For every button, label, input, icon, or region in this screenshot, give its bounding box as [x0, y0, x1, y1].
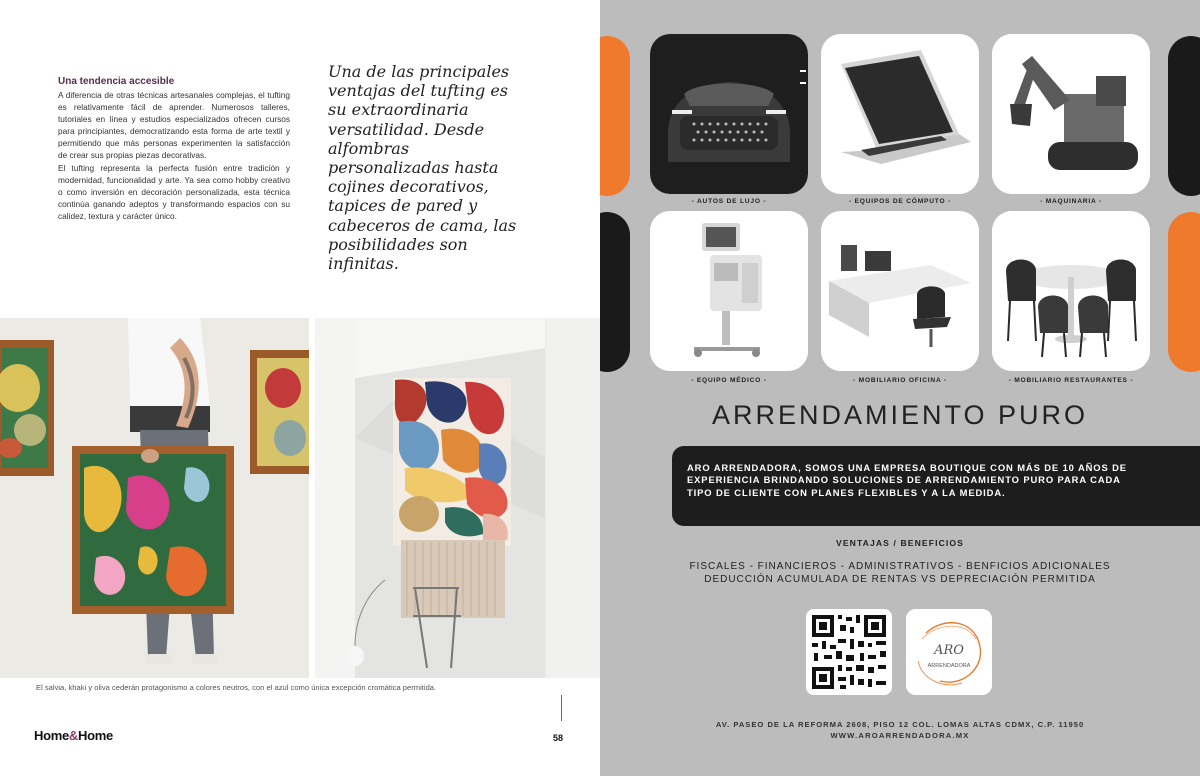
- product-label: - EQUIPOS DE CÓMPUTO -: [848, 198, 952, 205]
- section-heading: Una tendencia accesible: [58, 76, 175, 87]
- product-label: - AUTOS DE LUJO -: [691, 198, 767, 205]
- aro-logo-icon: [906, 609, 992, 695]
- qr-code[interactable]: [806, 609, 892, 695]
- article-paragraph-1: A diferencia de otras técnicas artesanales complejas, el tufting es relativamente fácil de aprender. Numerosos talleres, tutoriales en línea y estudios especializados ofrecen cursos para principiantes, democratizando esta forma de arte textil y permitiendo que más personas experimenten la satisfacción de crear sus propias piezas decorativas.: [58, 90, 290, 161]
- company-website[interactable]: WWW.AROARRENDADORA.MX: [830, 731, 970, 740]
- photo-caption: El salvia, khaki y oliva cederán protagonismo a colores neutros, con el azul como única excepción cromática permitida.: [36, 683, 437, 692]
- tufted-tapestry-photo: [315, 318, 600, 678]
- orange-side-tab: [600, 36, 630, 196]
- restaurant-furniture-icon: [992, 211, 1150, 371]
- product-card-medico: [650, 211, 808, 371]
- footer-divider: [561, 695, 562, 721]
- black-side-tab: [600, 212, 630, 372]
- product-card-autos: [650, 34, 808, 194]
- company-name: ARO ARRENDADORA: [687, 462, 799, 473]
- tufting-frames-photo: [0, 318, 309, 678]
- company-address: AV. PASEO DE LA REFORMA 2608, PISO 12 COL. LOMAS ALTAS CDMX, C.P. 11950: [715, 720, 1085, 729]
- company-description-bar: [672, 446, 1200, 526]
- tufting-frames-illustration: [0, 318, 309, 678]
- aro-arrendadora-ad: [600, 0, 1200, 776]
- pull-quote: Una de las principales ventajas del tufting es su extraordinaria versatilidad. Desde alfombras personalizadas hasta cojines decorativos, tapices de pared y cabeceros de cama, las posibilidades son infinitas.: [328, 62, 517, 274]
- ad-headline: ARRENDAMIENTO PURO: [711, 400, 1089, 430]
- qr-code-icon: [806, 609, 892, 695]
- office-furniture-icon: [821, 211, 979, 371]
- product-label: - EQUIPO MÉDICO -: [691, 377, 767, 384]
- benefits-title: VENTAJAS / BENEFICIOS: [836, 538, 964, 548]
- brand-part-2: Home: [78, 728, 113, 743]
- aro-logo: [906, 609, 992, 695]
- aro-logo-subtext: ARRENDADORA: [927, 663, 971, 669]
- product-card-maquinaria: [992, 34, 1150, 194]
- article-body: [58, 89, 290, 222]
- benefits-line-2: DEDUCCIÓN ACUMULADA DE RENTAS VS DEPRECIACIÓN PERMITIDA: [704, 574, 1096, 585]
- product-card-computo: [821, 34, 979, 194]
- article-paragraph-2: El tufting representa la perfecta fusión entre tradición y modernidad, funcionalidad y arte. Ya sea como hobby creativo o como inversión en decoración personalizada, esta técnica continúa ganando adeptos y transformando espacios con su calidez, textura y carácter único.: [58, 162, 290, 221]
- benefits-line-1: FISCALES - FINANCIEROS - ADMINISTRATIVOS - BENFICIOS ADICIONALES: [689, 561, 1111, 572]
- product-label: - MAQUINARIA -: [1040, 198, 1102, 205]
- product-card-restaurantes: [992, 211, 1150, 371]
- brand-part-1: Home: [34, 728, 69, 743]
- brand-ampersand: &: [68, 728, 79, 743]
- black-side-tab: [1168, 36, 1200, 196]
- excavator-icon: [992, 34, 1150, 194]
- company-description-text: , SOMOS UNA EMPRESA BOUTIQUE CON MÁS DE 10 AÑOS DE EXPERIENCIA BRINDANDO SOLUCIONES DE ARRENDAMIENTO PURO PARA CADA TIPO DE CLIENTE CON PLANES FLEXIBLES Y A LA MEDIDA.: [687, 462, 1127, 498]
- aro-logo-text: ARO: [934, 643, 964, 658]
- page-number: 58: [553, 733, 564, 743]
- product-label: - MOBILIARIO RESTAURANTES -: [1008, 377, 1134, 384]
- magazine-brand-logo: [34, 728, 113, 743]
- product-card-oficina: [821, 211, 979, 371]
- company-description: [687, 462, 1127, 499]
- orange-side-tab: [1168, 212, 1200, 372]
- car-icon: [650, 34, 808, 194]
- product-label: - MOBILIARIO OFICINA -: [853, 377, 947, 384]
- laptop-icon: [821, 34, 979, 194]
- tufted-tapestry-illustration: [315, 318, 600, 678]
- medical-equipment-icon: [650, 211, 808, 371]
